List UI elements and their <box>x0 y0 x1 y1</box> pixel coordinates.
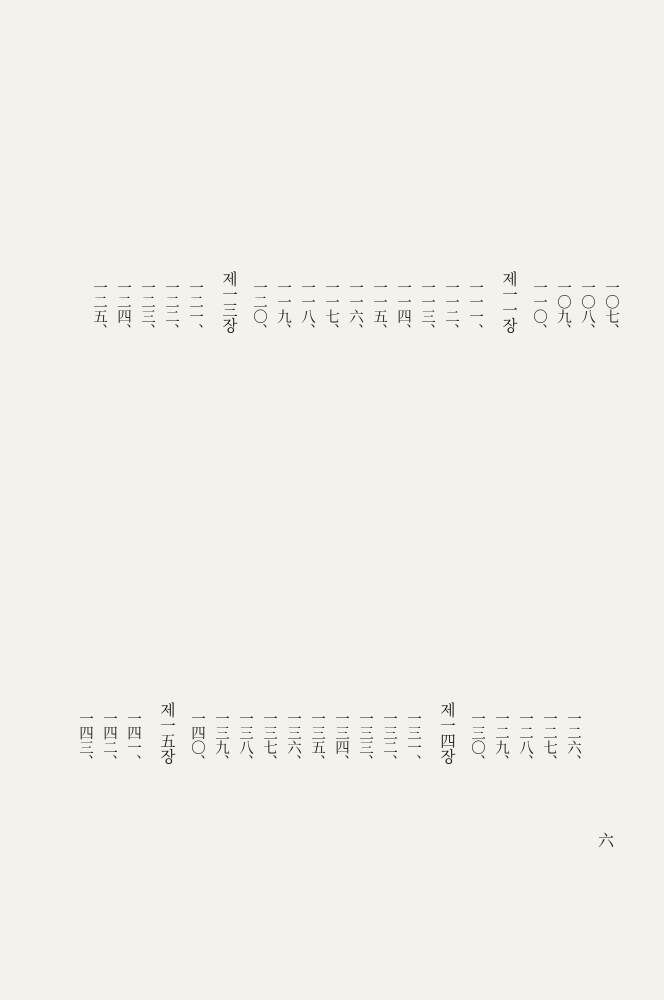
entry-number: 一二四、 <box>115 280 131 338</box>
toc-entry <box>417 118 436 500</box>
entry-number: 一二六、 <box>565 711 581 769</box>
toc-entry <box>553 118 572 500</box>
entry-number: 一〇七、 <box>603 280 619 338</box>
entry-number: 一一六、 <box>347 280 363 338</box>
entry-number: 一四一、 <box>125 711 141 769</box>
toc-entry <box>563 540 582 940</box>
chapter-heading <box>157 540 176 940</box>
entry-number: 一四〇、 <box>189 711 205 769</box>
entry-number: 一三九、 <box>213 711 229 769</box>
toc-entry <box>137 118 156 500</box>
toc-entry <box>403 540 422 940</box>
entry-number: 一二九、 <box>493 711 509 769</box>
chapter-number: 제一三장 <box>220 271 238 333</box>
toc-entry <box>259 540 278 940</box>
entry-number: 一一〇、 <box>531 280 547 338</box>
toc-entry <box>515 540 534 940</box>
toc-entry <box>355 540 374 940</box>
entry-number: 一二〇、 <box>251 280 267 338</box>
toc-entry <box>539 540 558 940</box>
entry-number: 一二一、 <box>187 280 203 338</box>
entry-number: 一〇九、 <box>555 280 571 338</box>
toc-entry <box>321 118 340 500</box>
toc-entry <box>601 118 620 500</box>
entry-number: 一一三、 <box>419 280 435 338</box>
entry-number: 一二八、 <box>517 711 533 769</box>
entry-number: 一四二、 <box>101 711 117 769</box>
toc-entry <box>185 118 204 500</box>
entry-number: 一一一、 <box>467 280 483 338</box>
toc-entry <box>187 540 206 940</box>
chapter-heading <box>437 540 456 940</box>
toc-entry <box>211 540 230 940</box>
toc-block-bottom <box>75 540 582 940</box>
entry-number: 一一九、 <box>275 280 291 338</box>
toc-entry <box>465 118 484 500</box>
entry-number: 一三六、 <box>285 711 301 769</box>
toc-entry <box>467 540 486 940</box>
entry-number: 一二二、 <box>163 280 179 338</box>
entry-number: 一三三、 <box>357 711 373 769</box>
entry-number: 一三五、 <box>309 711 325 769</box>
chapter-number: 제一一장 <box>500 271 518 333</box>
entry-number: 一三〇、 <box>469 711 485 769</box>
toc-entry <box>307 540 326 940</box>
entry-number: 一一四、 <box>395 280 411 338</box>
toc-entry <box>379 540 398 940</box>
toc-entry <box>99 540 118 940</box>
toc-entry <box>577 118 596 500</box>
toc-entry <box>283 540 302 940</box>
toc-entry <box>113 118 132 500</box>
entry-number: 一三四、 <box>333 711 349 769</box>
toc-entry <box>441 118 460 500</box>
entry-number: 一三一、 <box>405 711 421 769</box>
toc-entry <box>345 118 364 500</box>
entry-number: 一三二、 <box>381 711 397 769</box>
toc-entry <box>123 540 142 940</box>
entry-number: 一〇八、 <box>579 280 595 338</box>
toc-entry <box>491 540 510 940</box>
entry-number: 一一八、 <box>299 280 315 338</box>
toc-entry <box>273 118 292 500</box>
toc-entry <box>75 540 94 940</box>
toc-entry <box>249 118 268 500</box>
toc-entry <box>369 118 388 500</box>
toc-entry <box>529 118 548 500</box>
chapter-heading <box>219 118 238 500</box>
toc-entry <box>89 118 108 500</box>
entry-number: 一四三、 <box>77 711 93 769</box>
toc-entry <box>331 540 350 940</box>
chapter-number: 제一五장 <box>158 702 176 764</box>
chapter-heading <box>499 118 518 500</box>
entry-number: 一三七、 <box>261 711 277 769</box>
page-folio: 六 <box>597 831 614 850</box>
toc-entry <box>235 540 254 940</box>
entry-number: 一二五、 <box>91 280 107 338</box>
entry-number: 一一二、 <box>443 280 459 338</box>
entry-number: 一一七、 <box>323 280 339 338</box>
entry-number: 一三八、 <box>237 711 253 769</box>
toc-entry <box>297 118 316 500</box>
chapter-number: 제一四장 <box>438 702 456 764</box>
entry-number: 一二三、 <box>139 280 155 338</box>
toc-entry <box>161 118 180 500</box>
entry-number: 一二七、 <box>541 711 557 769</box>
toc-entry <box>393 118 412 500</box>
entry-number: 一一五、 <box>371 280 387 338</box>
toc-block-top <box>89 118 620 500</box>
